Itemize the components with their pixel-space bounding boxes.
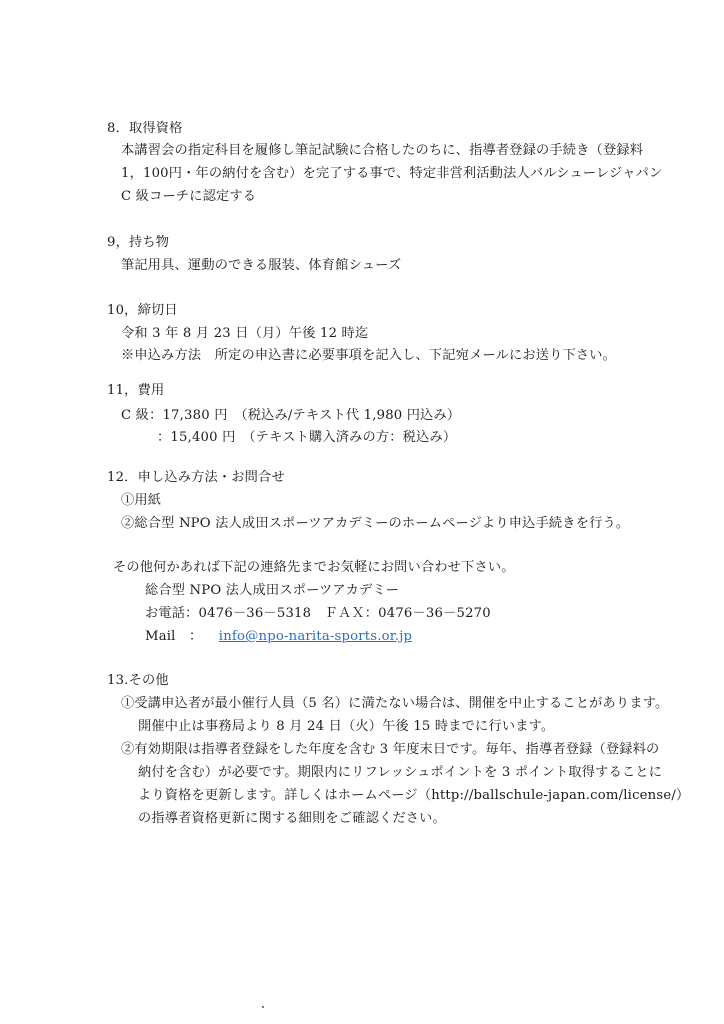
section-13-line-3: ②有効期限は指導者登録をした年度を含む 3 年度末日です。毎年、指導者登録（登録料の (121, 742, 660, 757)
contact-mail-row (145, 626, 412, 648)
section-11-fee-c-class: C 級：17,380 円 （税込み/テキスト代 1,980 円込み） (121, 408, 461, 423)
section-11-fee-discount: ：15,400 円 （テキスト購入済みの方：税込み） (157, 430, 457, 445)
section-8-line-3: C 級コーチに認定する (121, 189, 257, 204)
section-12-line-2: ②総合型 NPO 法人成田スポーツアカデミーのホームページより申込手続きを行う。 (121, 516, 630, 531)
section-10-line-1: 令和 3 年 8 月 23 日（月）午後 12 時迄 (121, 326, 369, 341)
section-13-line-4: 納付を含む）が必要です。期限内にリフレッシュポイントを 3 ポイント取得することに (138, 765, 663, 780)
section-10-line-2: ※申込み方法 所定の申込書に必要事項を記入し、下記宛メールにお送り下さい。 (121, 348, 617, 363)
section-13-line-6: の指導者資格更新に関する細則をご確認ください。 (138, 811, 446, 826)
section-12-heading: 12．申し込み方法・お問合せ (107, 470, 285, 485)
section-9-line-1: 筆記用具、運動のできる服装、体育館シューズ (121, 258, 402, 273)
contact-mail-label: Mail ： (145, 629, 203, 644)
scan-speck (262, 1006, 264, 1008)
section-12-line-1: ①用紙 (121, 493, 162, 508)
section-8-line-1: 本講習会の指定科目を履修し筆記試験に合格したのちに、指導者登録の手続き（登録料 (121, 143, 644, 158)
section-13-line-2: 開催中止は事務局より 8 月 24 日（火）午後 15 時までに行います。 (138, 719, 555, 734)
contact-intro: その他何かあれば下記の連絡先までお気軽にお問い合わせ下さい。 (113, 560, 515, 575)
section-11-heading: 11，費用 (107, 383, 165, 398)
section-13-line-1: ①受講申込者が最小催行人員（5 名）に満たない場合は、開催を中止することがあります。 (121, 696, 669, 711)
section-13-heading: 13.その他 (107, 673, 169, 688)
section-9-heading: 9，持ち物 (107, 235, 170, 250)
contact-organization: 総合型 NPO 法人成田スポーツアカデミー (145, 583, 400, 598)
contact-email-link[interactable]: info@npo-narita-sports.or.jp (218, 629, 413, 644)
contact-phone-fax: お電話：0476－36－5318 ＦＡＸ：0476－36－5270 (145, 606, 491, 621)
section-8-heading: 8．取得資格 (107, 121, 183, 136)
section-8-line-2: 1，100円・年の納付を含む）を完了する事で、特定非営利活動法人バルシューレジャパン (121, 166, 663, 181)
section-13-line-5: より資格を更新します。詳しくはホームページ（http://ballschule-japan.com/license/） (138, 788, 690, 803)
section-10-heading: 10，締切日 (107, 303, 178, 318)
